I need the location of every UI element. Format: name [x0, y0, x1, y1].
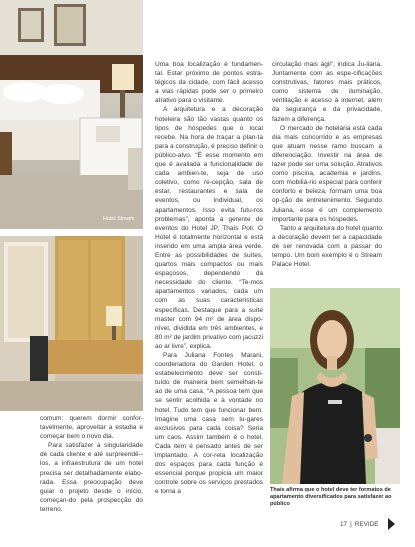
- page-number: 17: [340, 520, 348, 528]
- paragraph: Uma boa localização é fundamen-tal. Estar próximo de pontos estra-tégicos da cidade, com fácil acesso a vias rápidas pode ser o primeiro atrativo para o visitante.: [155, 61, 263, 105]
- hotel-room-photo: [0, 0, 143, 229]
- page-footer: [340, 518, 395, 530]
- photo-caption-hotel-stream: Hotel Stream: [103, 216, 135, 222]
- portrait-illustration: [270, 288, 400, 484]
- hotel-room-illustration: [0, 0, 143, 229]
- apartment-illustration: [0, 236, 143, 411]
- magazine-name: REVIDE: [354, 520, 379, 528]
- apartment-photo: [0, 236, 143, 411]
- paragraph: comum: querem dormir confor-tavelmente, aproveitar a estadia e começar bem o novo dia.: [40, 415, 143, 441]
- footer-separator: |: [350, 520, 352, 528]
- text-column-1: [40, 414, 143, 514]
- text-column-3: [272, 60, 382, 269]
- portrait-photo: [270, 288, 400, 484]
- paragraph: Tanto a arquitetura do hotel quanto a decoração devem ter a capacidade de ser renovada com o passar do tempo. Um bom exemplo é o Stream Palace Hotel.: [272, 224, 382, 269]
- text-column-2: [155, 60, 263, 497]
- paragraph: A arquitetura e a decoração hoteleira são tão vastas quanto os tipos de hóspedes que o local recebe. Na hora de traçar a plan-ta para a construção, é preciso definir o público-alvo. “É esse momento em que é avaliada a funcionalidade de cada ambien-te, seja de uso coletivo, como re-cepção, sala de estar, restaurantes e sala de eventos, ou individual, os apartamentos. Isso evita futu-ros problemas”, aponta a gerente de eventos do Hotel JP, Thaís Poli. O Hotel é totalmente horizontal e está inserido em uma ampla área verde. Entre as possibilidades de suítes, quartos mais compactos ou mais espaçosos, dependendo da necessidade do cliente. “Te-mos apartamentos variados, cada um com as suas características específicas. Destaque para a suíte master com 94 m² de área dispo-nível, dividida em três ambientes, e 80 m² de jardim privativo com jacuzzi ao ar livre”, explica.: [155, 106, 263, 350]
- paragraph: Para Juliana Fontes Marani, coordenadora do Garden Hotel, o estabelecimento deve ser consti-tuído de maneira bem semelhan-te ao de uma casa. “A pessoa tem que se sentir acolhida e à vontade no hotel. Tudo tem que funcionar bem. Imagine uma casa sem lu-gares exclusivos para cada coisa? Seria um caos. Assim também é o hotel. Cada item é pensado antes de ser implantado. A cor-reta localização dos espaços para cada função é essencial porque propicia um maior controle sobre os serviços prestados e torna a: [155, 352, 263, 496]
- paragraph: O mercado de hotelaria está cada dia mais concorrido e as empresas que atuam nesse ramo buscam a diferenciação. Investir na área de lazer pode ser uma solução. Atrativos como piscina, academia e jardins, com mobiliá-rio especial para conferir conforto e beleza, formam uma boa op-ção de entretenimento. Segundo Juliana, esse é um complemento importante para os hóspedes.: [272, 124, 382, 223]
- paragraph: circulação mais ágil”, indica Ju-liana. Juntamente com as espe-cificações construtivas, fatores mais práticos, como sistema de iluminação, ventilação e acesso à internet, além da segurança e da privacidade, fazem a diferença.: [272, 61, 382, 123]
- portrait-caption: Thaís afirma que o hotel deve ter formatos de apartamento diversificados para satisfazer ao público: [270, 487, 392, 507]
- next-page-arrow-icon[interactable]: [388, 518, 395, 530]
- paragraph: Para satisfazer a singularidade de cada cliente e até surpreendê--los, a infraestrutura de um hotel precisa ser detalhadamente elabo-rada. Essa preocupação deve guiar o projeto desde o início, começan-do pela prospecção do terreno.: [40, 442, 143, 513]
